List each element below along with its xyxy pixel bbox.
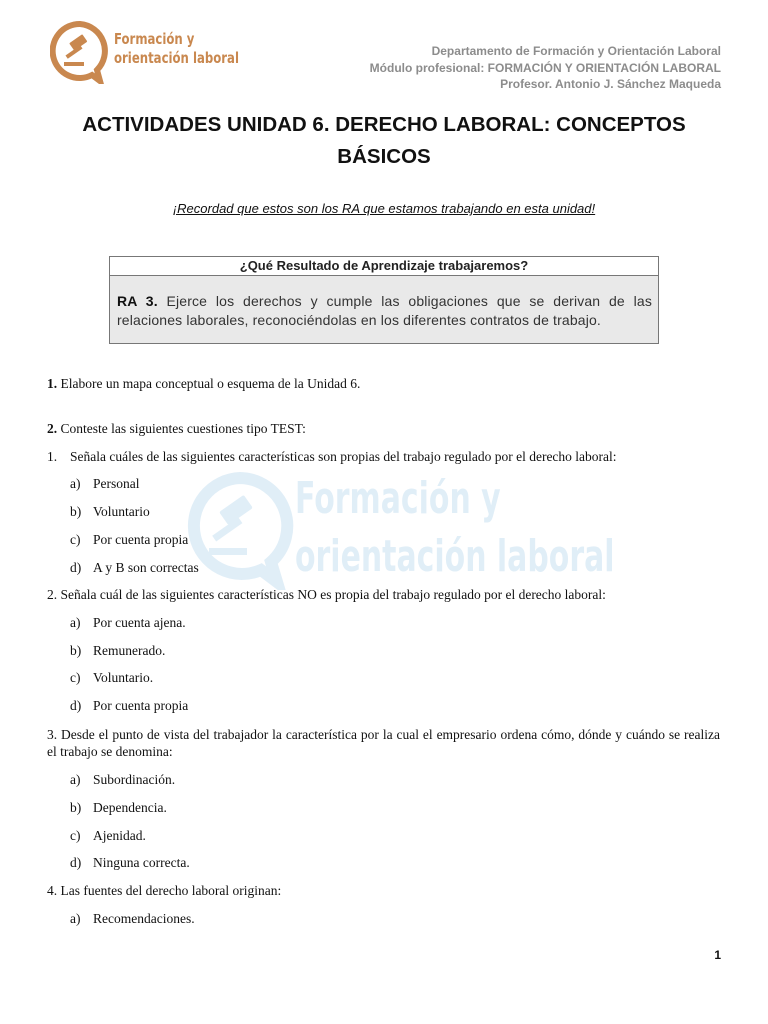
page-title: ACTIVIDADES UNIDAD 6. DERECHO LABORAL: CONCEPTOS BÁSICOS [82,113,686,168]
header-module: Módulo profesional: FORMACIÓN Y ORIENTACIÓN LABORAL [369,60,721,75]
learning-outcome-text: RA 3. Ejerce los derechos y cumple las obligaciones que se derivan de las relaciones laborales, reconociéndolas en los diferentes contratos de trabajo. [117,293,652,328]
activity-1: 1. Elabore un mapa conceptual o esquema de la Unidad 6. [47,376,361,391]
logo [50,20,250,84]
question-2-option-a: a) Por cuenta ajena. [70,615,186,630]
question-2-option-b: b) Remunerado. [70,643,166,658]
question-4: 4. Las fuentes del derecho laboral originan: [47,883,282,898]
question-3: 3. Desde el punto de vista del trabajador la característica por la cual el empresario ordena cómo, dónde y cuándo se realiza el trabajo se denomina: [47,727,720,759]
question-3-option-c: c) Ajenidad. [70,828,146,843]
logo-text: Formación y orientación laboral [114,30,239,67]
header-teacher: Profesor. Antonio J. Sánchez Maqueda [500,77,721,91]
question-1-option-d: d) A y B son correctas [70,560,199,575]
watermark-gavel-icon [185,470,295,590]
question-1-option-c: c) Por cuenta propia [70,532,189,547]
question-2: 2. Señala cuál de las siguientes características NO es propia del trabajo regulado por el derecho laboral: [47,587,606,602]
question-1-option-a: a) Personal [70,476,140,491]
question-3-option-d: d) Ninguna correcta. [70,855,190,870]
learning-outcome-code: RA 3. [117,293,158,309]
header-department: Departamento de Formación y Orientación Laboral [431,44,721,58]
learning-outcome-box [109,256,659,344]
header-info [370,43,721,93]
watermark-text: Formación y orientación laboral [295,473,615,582]
learning-outcome-heading: ¿Qué Resultado de Aprendizaje trabajaremos? [110,257,658,276]
watermark [185,470,635,590]
question-2-option-d: d) Por cuenta propia [70,698,189,713]
question-3-option-b: b) Dependencia. [70,800,167,815]
question-1: 1. Señala cuáles de las siguientes características son propias del trabajo regulado por el derecho laboral: [47,449,617,464]
question-1-option-b: b) Voluntario [70,504,150,519]
gavel-speech-bubble-icon [50,20,110,84]
question-4-option-a: a) Recomendaciones. [70,911,195,926]
question-2-option-c: c) Voluntario. [70,670,154,685]
activity-2: 2. Conteste las siguientes cuestiones tipo TEST: [47,421,306,436]
question-3-option-a: a) Subordinación. [70,772,176,787]
page-number: 1 [714,948,721,962]
reminder-note: ¡Recordad que estos son los RA que estamos trabajando en esta unidad! [172,201,596,216]
